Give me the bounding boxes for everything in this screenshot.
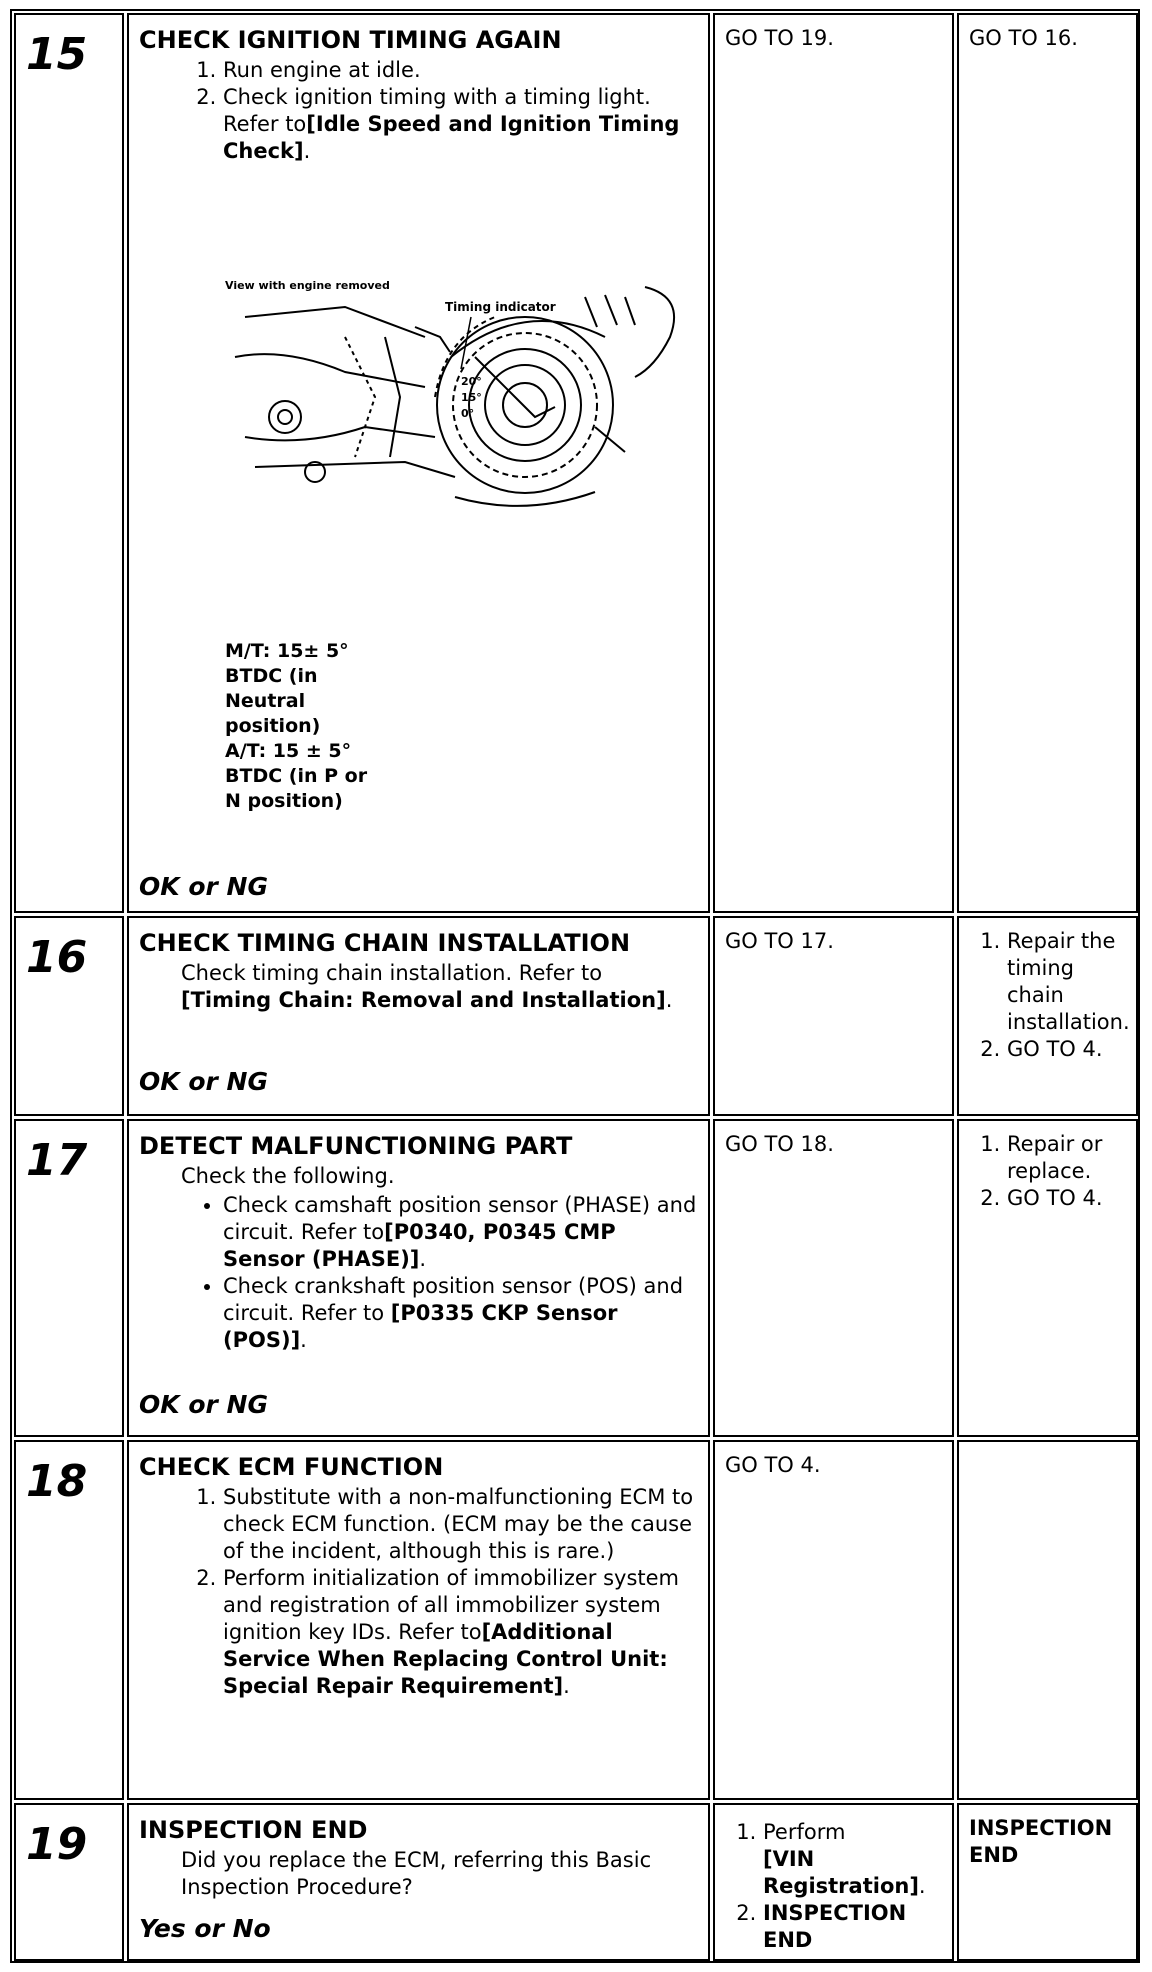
timing-mark-20: 20° bbox=[461, 375, 482, 388]
step-19-no-result: INSPECTION END bbox=[957, 1803, 1138, 1961]
reference-link[interactable]: [P0335 CKP Sensor (POS)] bbox=[223, 1301, 618, 1352]
step-15-ok-result: GO TO 19. bbox=[713, 13, 954, 913]
step-number-text: 15 bbox=[26, 29, 88, 80]
step-16-content bbox=[127, 916, 710, 1116]
reference-link[interactable]: [P0340, P0345 CMP Sensor (PHASE)] bbox=[223, 1220, 616, 1271]
step-17-content bbox=[127, 1119, 710, 1437]
step-19-title: INSPECTION END bbox=[139, 1816, 368, 1844]
list-item: 2. Perform initialization of immobilizer system and registration of all immobilizer system ignition key IDs. Refer to[Additional Service When Replacing Control Unit: Special Repair Requirement]. bbox=[223, 1565, 698, 1700]
timing-mark-0: 0° bbox=[461, 407, 475, 420]
step-number-text: 18 bbox=[26, 1456, 88, 1507]
step-16-text: Check timing chain installation. Refer to [Timing Chain: Removal and Installation]. bbox=[181, 961, 673, 1012]
step-18-content bbox=[127, 1440, 710, 1800]
diagram-caption: View with engine removed bbox=[225, 279, 390, 292]
step-17-title: DETECT MALFUNCTIONING PART bbox=[139, 1132, 573, 1160]
ok-or-ng-label: OK or NG bbox=[139, 872, 268, 901]
step-number-17 bbox=[14, 1119, 124, 1437]
list-item: • Check crankshaft position sensor (POS) and circuit. Refer to [P0335 CKP Sensor (POS)]. bbox=[223, 1273, 698, 1354]
reference-link[interactable]: [Idle Speed and Ignition Timing Check] bbox=[223, 112, 680, 163]
list-item: 1. Repair the timing chain installation. bbox=[1007, 928, 1126, 1036]
list-item: 2. INSPECTION END bbox=[763, 1900, 942, 1954]
list-item: 1. Substitute with a non-malfunctioning ECM to check ECM function. (ECM may be the cause of the incident, although this is rare.) bbox=[223, 1484, 698, 1565]
step-18-list bbox=[139, 1484, 698, 1700]
reference-link[interactable]: [VIN Registration] bbox=[763, 1847, 919, 1898]
procedure-table bbox=[10, 9, 1140, 1963]
step-18-ok-result: GO TO 4. bbox=[713, 1440, 954, 1800]
step-number-16 bbox=[14, 916, 124, 1116]
step-number-text: 19 bbox=[26, 1819, 88, 1870]
ok-or-ng-label: OK or NG bbox=[139, 1390, 268, 1419]
list-item: 1. Perform [VIN Registration]. bbox=[763, 1819, 942, 1900]
ok-or-ng-label: OK or NG bbox=[139, 1067, 268, 1096]
step-number-text: 16 bbox=[26, 932, 88, 983]
ignition-timing-diagram bbox=[225, 277, 695, 507]
step-number-19 bbox=[14, 1803, 124, 1961]
step-16-ng-result bbox=[957, 916, 1138, 1116]
step-19-content bbox=[127, 1803, 710, 1961]
step-15-title: CHECK IGNITION TIMING AGAIN bbox=[139, 26, 562, 54]
reference-link[interactable]: [Additional Service When Replacing Control Unit: Special Repair Requirement] bbox=[223, 1620, 668, 1698]
yes-or-no-label: Yes or No bbox=[139, 1914, 271, 1943]
list-item: 2. GO TO 4. bbox=[1007, 1185, 1126, 1212]
step-19-text: Did you replace the ECM, referring this Basic Inspection Procedure? bbox=[181, 1848, 652, 1899]
step-17-ng-result bbox=[957, 1119, 1138, 1437]
step-18-ng-result bbox=[957, 1440, 1138, 1800]
list-item: 1. Repair or replace. bbox=[1007, 1131, 1126, 1185]
step-16-title: CHECK TIMING CHAIN INSTALLATION bbox=[139, 929, 631, 957]
step-18-title: CHECK ECM FUNCTION bbox=[139, 1453, 444, 1481]
step-17-ok-result: GO TO 18. bbox=[713, 1119, 954, 1437]
step-number-15 bbox=[14, 13, 124, 913]
step-number-18 bbox=[14, 1440, 124, 1800]
step-15-ng-result: GO TO 16. bbox=[957, 13, 1138, 913]
timing-indicator-label: Timing indicator bbox=[445, 300, 556, 314]
step-16-ok-result: GO TO 17. bbox=[713, 916, 954, 1116]
step-17-list bbox=[139, 1192, 698, 1354]
step-17-intro: Check the following. bbox=[181, 1164, 395, 1188]
list-item: 2. Check ignition timing with a timing light. Refer to[Idle Speed and Ignition Timing Check]. bbox=[223, 84, 698, 165]
step-15-content bbox=[127, 13, 710, 913]
timing-mark-15: 15° bbox=[461, 391, 482, 404]
list-item: 1. Run engine at idle. bbox=[223, 57, 698, 84]
timing-spec: M/T: 15± 5° BTDC (in Neutral position) A/T: 15 ± 5° BTDC (in P or N position) bbox=[225, 640, 368, 812]
list-item: 2. GO TO 4. bbox=[1007, 1036, 1126, 1063]
step-number-text: 17 bbox=[26, 1135, 88, 1186]
step-19-yes-result bbox=[713, 1803, 954, 1961]
list-item: • Check camshaft position sensor (PHASE) and circuit. Refer to[P0340, P0345 CMP Sensor (PHASE)]. bbox=[223, 1192, 698, 1273]
reference-link[interactable]: [Timing Chain: Removal and Installation] bbox=[181, 988, 666, 1012]
step-15-list bbox=[139, 57, 698, 165]
